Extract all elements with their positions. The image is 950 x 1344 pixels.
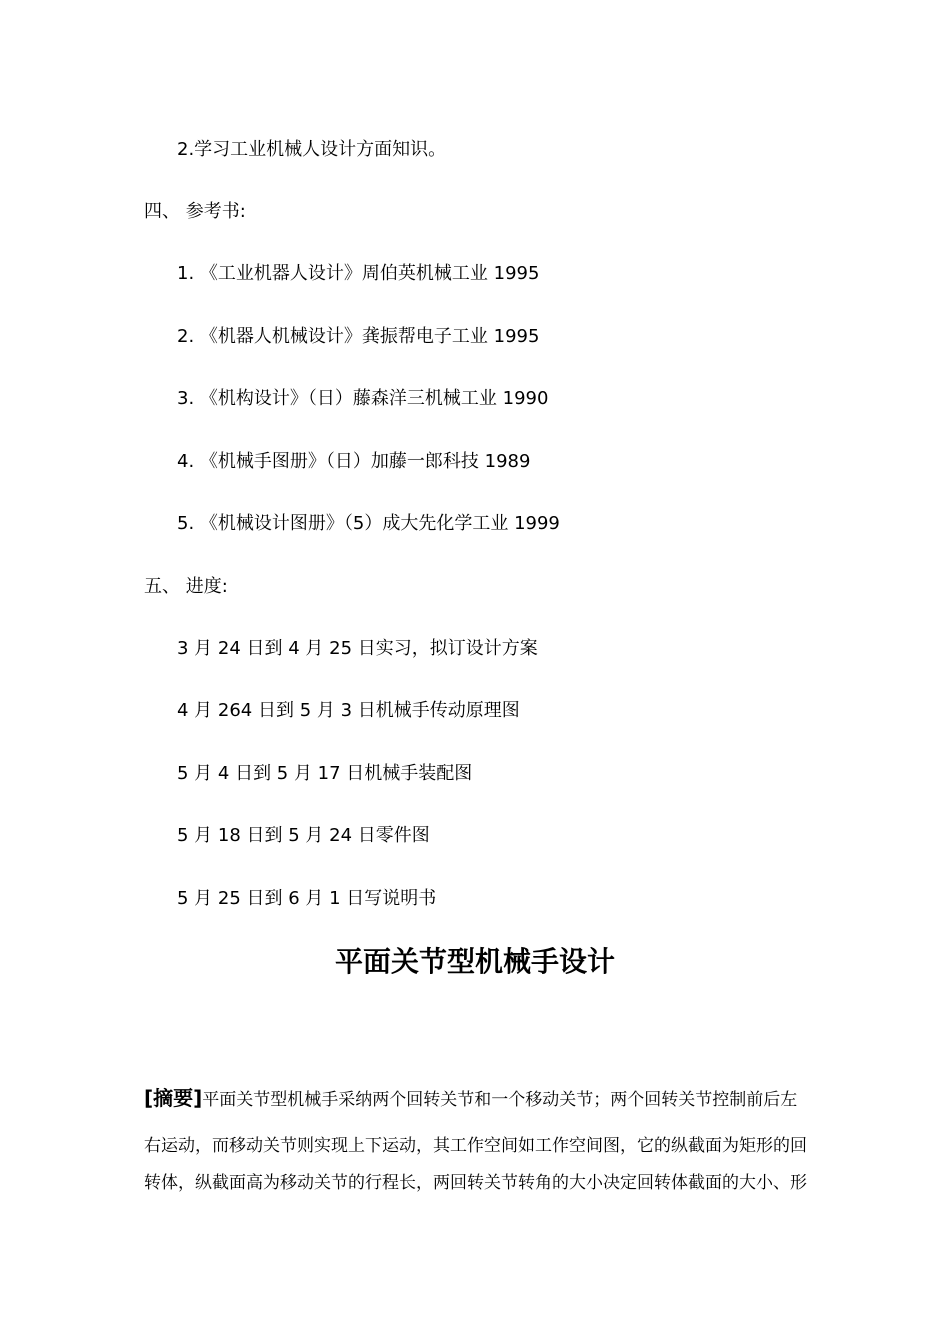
schedule-item: 5 月 25 日到 6 月 1 日写说明书 [177, 888, 437, 909]
section-heading-references: 四、 参考书: [144, 201, 246, 222]
abstract-label: [摘要] [144, 1086, 203, 1110]
schedule-item: 4 月 264 日到 5 月 3 日机械手传动原理图 [177, 700, 520, 721]
reference-item: 1. 《工业机器人设计》周伯英机械工业 1995 [177, 263, 540, 284]
schedule-item: 5 月 4 日到 5 月 17 日机械手装配图 [177, 763, 473, 784]
reference-item: 3. 《机构设计》（日）藤森洋三机械工业 1990 [177, 388, 549, 409]
abstract-line [144, 1086, 808, 1112]
document-title: 平面关节型机械手设计 [334, 945, 615, 978]
schedule-item: 5 月 18 日到 5 月 24 日零件图 [177, 825, 430, 846]
schedule-item: 3 月 24 日到 4 月 25 日实习，拟订设计方案 [177, 638, 538, 659]
abstract-text: 平面关节型机械手采纳两个回转关节和一个移动关节；两个回转关节控制前后左 [202, 1090, 798, 1110]
abstract-line: 转体，纵截面高为移动关节的行程长，两回转关节转角的大小决定回转体截面的大小、形 [144, 1173, 807, 1193]
reference-item: 5. 《机械设计图册》（5）成大先化学工业 1999 [177, 513, 560, 534]
study-item: 2.学习工业机械人设计方面知识。 [177, 139, 447, 160]
abstract-line: 右运动，而移动关节则实现上下运动，其工作空间如工作空间图，它的纵截面为矩形的回 [144, 1136, 807, 1156]
reference-item: 2. 《机器人机械设计》龚振帮电子工业 1995 [177, 326, 540, 347]
reference-item: 4. 《机械手图册》（日）加藤一郎科技 1989 [177, 451, 531, 472]
section-heading-schedule: 五、 进度: [144, 576, 228, 597]
